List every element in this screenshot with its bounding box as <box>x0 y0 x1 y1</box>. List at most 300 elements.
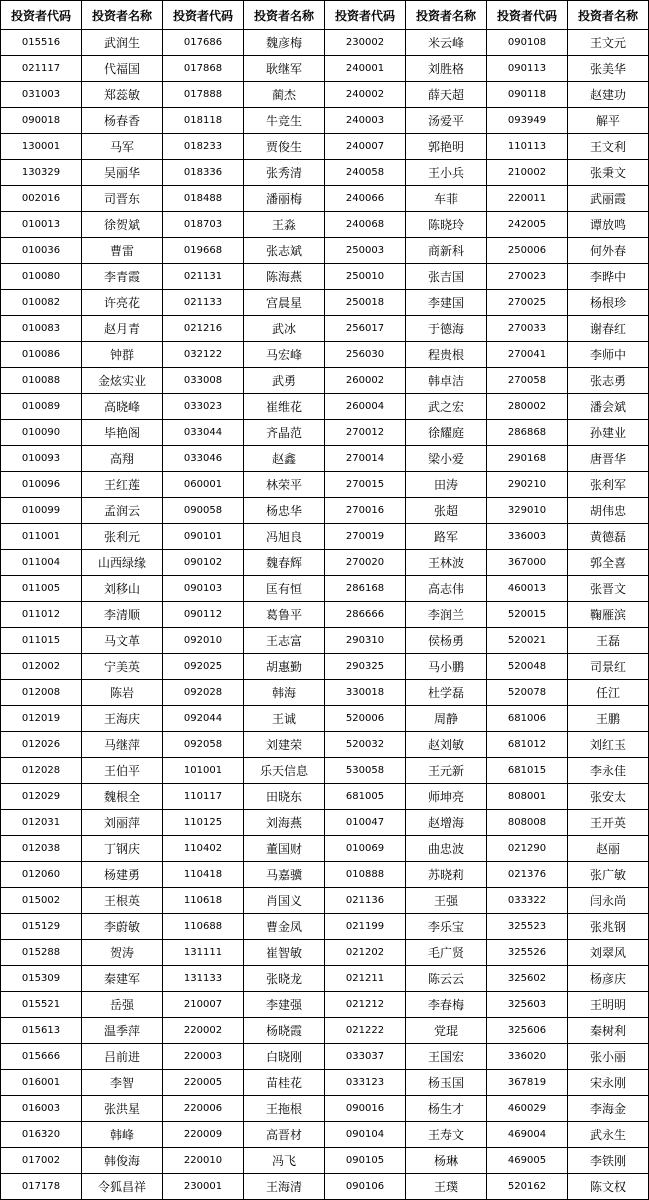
investor-name-cell: 魏彦梅 <box>244 30 325 56</box>
investor-name-cell: 刘移山 <box>82 576 163 602</box>
investor-code-cell: 090016 <box>325 1096 406 1122</box>
investor-code-cell: 260002 <box>325 368 406 394</box>
investor-code-cell: 090113 <box>487 56 568 82</box>
investor-code-cell: 092044 <box>163 706 244 732</box>
investor-name-cell: 岳强 <box>82 992 163 1018</box>
investor-code-cell: 033037 <box>325 1044 406 1070</box>
investor-name-cell: 李清顺 <box>82 602 163 628</box>
investor-code-cell: 011005 <box>1 576 82 602</box>
investor-name-cell: 杨生才 <box>406 1096 487 1122</box>
investor-name-cell: 鞠雁滨 <box>568 602 649 628</box>
investor-code-cell: 017002 <box>1 1148 82 1174</box>
table-row <box>1 290 649 316</box>
investor-name-cell: 苗桂花 <box>244 1070 325 1096</box>
investor-code-cell: 011015 <box>1 628 82 654</box>
investor-code-cell: 012060 <box>1 862 82 888</box>
investor-code-cell: 021211 <box>325 966 406 992</box>
investor-name-cell: 曹雷 <box>82 238 163 264</box>
investor-name-cell: 王鹏 <box>568 706 649 732</box>
investor-code-cell: 240068 <box>325 212 406 238</box>
investor-code-cell: 033123 <box>325 1070 406 1096</box>
investor-code-cell: 011012 <box>1 602 82 628</box>
investor-code-cell: 031003 <box>1 82 82 108</box>
investor-code-cell: 010888 <box>325 862 406 888</box>
investor-name-cell: 赵增海 <box>406 810 487 836</box>
investor-name-cell: 李春梅 <box>406 992 487 1018</box>
investor-name-cell: 于德海 <box>406 316 487 342</box>
investor-name-cell: 程贵根 <box>406 342 487 368</box>
investor-code-cell: 033008 <box>163 368 244 394</box>
investor-name-cell: 武冰 <box>244 316 325 342</box>
investor-code-cell: 012002 <box>1 654 82 680</box>
investor-code-cell: 012029 <box>1 784 82 810</box>
investor-code-cell: 090018 <box>1 108 82 134</box>
investor-name-cell: 黄德磊 <box>568 524 649 550</box>
table-row <box>1 992 649 1018</box>
table-row <box>1 160 649 186</box>
investor-code-cell: 290168 <box>487 446 568 472</box>
table-row <box>1 342 649 368</box>
investor-code-cell: 681015 <box>487 758 568 784</box>
investor-name-cell: 冯旭良 <box>244 524 325 550</box>
investor-name-cell: 李乐宝 <box>406 914 487 940</box>
investor-name-cell: 马宏峰 <box>244 342 325 368</box>
investor-code-cell: 240007 <box>325 134 406 160</box>
investor-code-cell: 012019 <box>1 706 82 732</box>
investor-name-cell: 韩卓洁 <box>406 368 487 394</box>
table-row <box>1 914 649 940</box>
investor-code-cell: 325523 <box>487 914 568 940</box>
table-row <box>1 732 649 758</box>
investor-code-cell: 010069 <box>325 836 406 862</box>
investor-name-cell: 武永生 <box>568 1122 649 1148</box>
table-row <box>1 836 649 862</box>
investor-code-cell: 530058 <box>325 758 406 784</box>
investor-code-cell: 469004 <box>487 1122 568 1148</box>
investor-code-cell: 520078 <box>487 680 568 706</box>
investor-code-cell: 520006 <box>325 706 406 732</box>
investor-code-cell: 367819 <box>487 1070 568 1096</box>
investor-code-cell: 242005 <box>487 212 568 238</box>
investor-code-cell: 092028 <box>163 680 244 706</box>
investor-name-cell: 马嘉骥 <box>244 862 325 888</box>
investor-name-cell: 赵刘敏 <box>406 732 487 758</box>
investor-name-cell: 高翔 <box>82 446 163 472</box>
investor-code-cell: 240003 <box>325 108 406 134</box>
investor-code-cell: 110688 <box>163 914 244 940</box>
investor-name-cell: 杨玉国 <box>406 1070 487 1096</box>
investor-code-cell: 240002 <box>325 82 406 108</box>
table-row <box>1 108 649 134</box>
investor-code-cell: 520162 <box>487 1174 568 1200</box>
investor-name-cell: 潘会斌 <box>568 394 649 420</box>
investor-name-cell: 刘丽萍 <box>82 810 163 836</box>
table-row <box>1 1096 649 1122</box>
investor-code-cell: 010096 <box>1 472 82 498</box>
investor-code-cell: 092058 <box>163 732 244 758</box>
investor-name-cell: 刘翠风 <box>568 940 649 966</box>
investor-code-cell: 015129 <box>1 914 82 940</box>
investor-name-cell: 王根英 <box>82 888 163 914</box>
investor-code-cell: 270058 <box>487 368 568 394</box>
investor-name-cell: 武丽霞 <box>568 186 649 212</box>
table-row <box>1 212 649 238</box>
investor-name-cell: 钟群 <box>82 342 163 368</box>
investor-code-cell: 290325 <box>325 654 406 680</box>
investor-code-cell: 520048 <box>487 654 568 680</box>
investor-name-cell: 郭艳明 <box>406 134 487 160</box>
header-row <box>1 1 649 30</box>
investor-name-cell: 李蔚敏 <box>82 914 163 940</box>
investor-code-cell: 090058 <box>163 498 244 524</box>
investor-name-cell: 谭放鸣 <box>568 212 649 238</box>
investor-code-cell: 010082 <box>1 290 82 316</box>
investor-name-cell: 王拖根 <box>244 1096 325 1122</box>
investor-code-cell: 460029 <box>487 1096 568 1122</box>
investor-code-cell: 110113 <box>487 134 568 160</box>
investor-name-cell: 宫晨星 <box>244 290 325 316</box>
investor-code-cell: 325606 <box>487 1018 568 1044</box>
investor-name-cell: 王文元 <box>568 30 649 56</box>
investor-code-cell: 329010 <box>487 498 568 524</box>
investor-code-cell: 090103 <box>163 576 244 602</box>
investor-code-cell: 012028 <box>1 758 82 784</box>
investor-code-cell: 460013 <box>487 576 568 602</box>
investor-name-cell: 闫永尚 <box>568 888 649 914</box>
table-row <box>1 706 649 732</box>
table-row <box>1 186 649 212</box>
table-row <box>1 368 649 394</box>
table-row <box>1 264 649 290</box>
investor-code-cell: 130329 <box>1 160 82 186</box>
investor-name-cell: 路军 <box>406 524 487 550</box>
investor-name-cell: 武勇 <box>244 368 325 394</box>
investor-name-cell: 张晓龙 <box>244 966 325 992</box>
investor-name-cell: 王林波 <box>406 550 487 576</box>
investor-code-cell: 010089 <box>1 394 82 420</box>
investor-name-cell: 贾俊生 <box>244 134 325 160</box>
investor-code-cell: 012038 <box>1 836 82 862</box>
investor-code-cell: 250003 <box>325 238 406 264</box>
investor-code-cell: 021199 <box>325 914 406 940</box>
investor-name-cell: 许亮花 <box>82 290 163 316</box>
investor-name-cell: 王海庆 <box>82 706 163 732</box>
investor-code-cell: 032122 <box>163 342 244 368</box>
table-row <box>1 316 649 342</box>
investor-code-cell: 325602 <box>487 966 568 992</box>
investor-name-cell: 王元新 <box>406 758 487 784</box>
investor-name-cell: 田涛 <box>406 472 487 498</box>
investor-name-cell: 林荣平 <box>244 472 325 498</box>
investor-code-cell: 220003 <box>163 1044 244 1070</box>
investor-name-cell: 冯飞 <box>244 1148 325 1174</box>
investor-code-cell: 110117 <box>163 784 244 810</box>
table-body <box>1 30 649 1200</box>
investor-code-cell: 220011 <box>487 186 568 212</box>
investor-name-cell: 陈晓玲 <box>406 212 487 238</box>
investor-name-cell: 张安太 <box>568 784 649 810</box>
investor-name-cell: 张洪星 <box>82 1096 163 1122</box>
investor-name-cell: 王磊 <box>568 628 649 654</box>
investor-code-cell: 021133 <box>163 290 244 316</box>
investor-name-cell: 张超 <box>406 498 487 524</box>
investor-code-cell: 270019 <box>325 524 406 550</box>
investor-code-cell: 012026 <box>1 732 82 758</box>
investor-code-cell: 286868 <box>487 420 568 446</box>
investor-code-cell: 270015 <box>325 472 406 498</box>
investor-code-cell: 010088 <box>1 368 82 394</box>
investor-name-cell: 田晓东 <box>244 784 325 810</box>
investor-name-cell: 孟润云 <box>82 498 163 524</box>
investor-name-cell: 高志伟 <box>406 576 487 602</box>
investor-code-cell: 011004 <box>1 550 82 576</box>
investor-code-cell: 012008 <box>1 680 82 706</box>
investor-name-cell: 张小丽 <box>568 1044 649 1070</box>
investor-name-cell: 张兆钢 <box>568 914 649 940</box>
investor-code-cell: 090101 <box>163 524 244 550</box>
investor-code-cell: 018703 <box>163 212 244 238</box>
investor-code-cell: 090105 <box>325 1148 406 1174</box>
table-row <box>1 784 649 810</box>
table-row <box>1 1044 649 1070</box>
investor-name-cell: 杨春香 <box>82 108 163 134</box>
investor-code-cell: 520021 <box>487 628 568 654</box>
investor-code-cell: 033044 <box>163 420 244 446</box>
investor-name-cell: 李青霞 <box>82 264 163 290</box>
investor-code-cell: 010083 <box>1 316 82 342</box>
investor-name-cell: 陈岩 <box>82 680 163 706</box>
investor-code-cell: 520015 <box>487 602 568 628</box>
investor-name-cell: 胡惠勤 <box>244 654 325 680</box>
investor-code-cell: 015521 <box>1 992 82 1018</box>
investor-code-cell: 681005 <box>325 784 406 810</box>
investor-name-cell: 贺涛 <box>82 940 163 966</box>
investor-code-cell: 210002 <box>487 160 568 186</box>
investor-name-cell: 山西绿缘 <box>82 550 163 576</box>
investor-code-cell: 230002 <box>325 30 406 56</box>
investor-name-cell: 张志斌 <box>244 238 325 264</box>
investor-name-cell: 解平 <box>568 108 649 134</box>
investor-code-cell: 290210 <box>487 472 568 498</box>
investor-name-cell: 高晋材 <box>244 1122 325 1148</box>
table-row <box>1 56 649 82</box>
investor-code-cell: 220010 <box>163 1148 244 1174</box>
investor-name-cell: 张晋文 <box>568 576 649 602</box>
investor-name-cell: 高晓峰 <box>82 394 163 420</box>
investor-code-cell: 015288 <box>1 940 82 966</box>
table-row <box>1 134 649 160</box>
investor-name-cell: 李建国 <box>406 290 487 316</box>
table-row <box>1 628 649 654</box>
investor-name-cell: 马文革 <box>82 628 163 654</box>
investor-code-cell: 270014 <box>325 446 406 472</box>
investor-code-cell: 220006 <box>163 1096 244 1122</box>
investor-code-cell: 270020 <box>325 550 406 576</box>
investor-name-cell: 崔维花 <box>244 394 325 420</box>
investor-name-cell: 葛鲁平 <box>244 602 325 628</box>
investor-name-cell: 王开英 <box>568 810 649 836</box>
investor-code-cell: 033023 <box>163 394 244 420</box>
investor-code-cell: 021376 <box>487 862 568 888</box>
table-row <box>1 446 649 472</box>
investor-name-cell: 杨彦庆 <box>568 966 649 992</box>
investor-code-cell: 131133 <box>163 966 244 992</box>
table-row <box>1 862 649 888</box>
investor-code-cell: 019668 <box>163 238 244 264</box>
investor-name-cell: 崔智敏 <box>244 940 325 966</box>
investor-code-cell: 240001 <box>325 56 406 82</box>
investor-name-cell: 苏晓莉 <box>406 862 487 888</box>
table-row <box>1 810 649 836</box>
investor-name-cell: 魏根全 <box>82 784 163 810</box>
investor-name-cell: 李师中 <box>568 342 649 368</box>
investor-code-cell: 090108 <box>487 30 568 56</box>
investor-code-cell: 010080 <box>1 264 82 290</box>
investor-code-cell: 090118 <box>487 82 568 108</box>
investor-code-cell: 286168 <box>325 576 406 602</box>
investor-code-cell: 336003 <box>487 524 568 550</box>
investor-code-cell: 015516 <box>1 30 82 56</box>
investor-name-cell: 赵丽 <box>568 836 649 862</box>
investor-code-cell: 681006 <box>487 706 568 732</box>
investor-code-cell: 018488 <box>163 186 244 212</box>
investor-name-cell: 秦树利 <box>568 1018 649 1044</box>
investor-name-cell: 王诚 <box>244 706 325 732</box>
investor-name-cell: 张利军 <box>568 472 649 498</box>
investor-code-cell: 808008 <box>487 810 568 836</box>
header-investor-name: 投资者名称 <box>406 1 487 30</box>
investor-code-cell: 012031 <box>1 810 82 836</box>
investor-name-cell: 武润生 <box>82 30 163 56</box>
investor-name-cell: 王璞 <box>406 1174 487 1200</box>
investor-name-cell: 杨建勇 <box>82 862 163 888</box>
investor-code-cell: 018336 <box>163 160 244 186</box>
investor-code-cell: 010047 <box>325 810 406 836</box>
investor-name-cell: 张广敏 <box>568 862 649 888</box>
investor-code-cell: 110618 <box>163 888 244 914</box>
header-investor-code: 投资者代码 <box>325 1 406 30</box>
investor-name-cell: 汤爱平 <box>406 108 487 134</box>
investor-name-cell: 徐耀庭 <box>406 420 487 446</box>
investor-code-cell: 017868 <box>163 56 244 82</box>
investor-code-cell: 131111 <box>163 940 244 966</box>
investor-code-cell: 021216 <box>163 316 244 342</box>
investor-code-cell: 240066 <box>325 186 406 212</box>
investor-name-cell: 谢春红 <box>568 316 649 342</box>
investor-code-cell: 520032 <box>325 732 406 758</box>
investor-name-cell: 侯杨勇 <box>406 628 487 654</box>
investor-name-cell: 刘建荣 <box>244 732 325 758</box>
table-row <box>1 524 649 550</box>
investor-name-cell: 白晓刚 <box>244 1044 325 1070</box>
investor-name-cell: 马小鹏 <box>406 654 487 680</box>
table-row <box>1 758 649 784</box>
investor-code-cell: 130001 <box>1 134 82 160</box>
investor-code-cell: 240058 <box>325 160 406 186</box>
investor-code-cell: 033322 <box>487 888 568 914</box>
investor-code-cell: 101001 <box>163 758 244 784</box>
investor-code-cell: 016003 <box>1 1096 82 1122</box>
investor-code-cell: 021117 <box>1 56 82 82</box>
investor-name-cell: 唐晋华 <box>568 446 649 472</box>
investor-name-cell: 牛竞生 <box>244 108 325 134</box>
investor-name-cell: 令狐昌祥 <box>82 1174 163 1200</box>
investor-code-cell: 280002 <box>487 394 568 420</box>
investor-code-cell: 015002 <box>1 888 82 914</box>
investor-code-cell: 220005 <box>163 1070 244 1096</box>
table-row <box>1 1122 649 1148</box>
investor-code-cell: 256030 <box>325 342 406 368</box>
investor-name-cell: 孙建业 <box>568 420 649 446</box>
investor-code-cell: 220002 <box>163 1018 244 1044</box>
investor-name-cell: 张志勇 <box>568 368 649 394</box>
investor-code-cell: 093949 <box>487 108 568 134</box>
investor-code-cell: 250018 <box>325 290 406 316</box>
table-header <box>1 1 649 30</box>
investor-code-cell: 256017 <box>325 316 406 342</box>
investor-name-cell: 曹金凤 <box>244 914 325 940</box>
investor-name-cell: 曲忠波 <box>406 836 487 862</box>
investor-name-cell: 温季萍 <box>82 1018 163 1044</box>
investor-name-cell: 张利元 <box>82 524 163 550</box>
investor-name-cell: 李晔中 <box>568 264 649 290</box>
investor-code-cell: 290310 <box>325 628 406 654</box>
investor-name-cell: 毕艳阁 <box>82 420 163 446</box>
investor-code-cell: 250010 <box>325 264 406 290</box>
investor-code-cell: 110125 <box>163 810 244 836</box>
investor-code-cell: 021290 <box>487 836 568 862</box>
investor-code-cell: 092010 <box>163 628 244 654</box>
investor-name-cell: 王海清 <box>244 1174 325 1200</box>
table-row <box>1 680 649 706</box>
investor-name-cell: 徐贺斌 <box>82 212 163 238</box>
investor-code-cell: 016001 <box>1 1070 82 1096</box>
investor-name-cell: 董国财 <box>244 836 325 862</box>
investor-code-cell: 260004 <box>325 394 406 420</box>
investor-code-cell: 017178 <box>1 1174 82 1200</box>
investor-name-cell: 张秀清 <box>244 160 325 186</box>
table-row <box>1 1148 649 1174</box>
investor-code-cell: 010093 <box>1 446 82 472</box>
table-row <box>1 940 649 966</box>
investor-code-cell: 060001 <box>163 472 244 498</box>
investor-code-cell: 021222 <box>325 1018 406 1044</box>
investor-code-cell: 010013 <box>1 212 82 238</box>
investor-code-cell: 220009 <box>163 1122 244 1148</box>
investor-code-cell: 325526 <box>487 940 568 966</box>
investor-name-cell: 肖国义 <box>244 888 325 914</box>
investor-code-cell: 286666 <box>325 602 406 628</box>
investor-name-cell: 周静 <box>406 706 487 732</box>
investor-code-cell: 033046 <box>163 446 244 472</box>
investor-name-cell: 刘胜格 <box>406 56 487 82</box>
investor-code-cell: 018233 <box>163 134 244 160</box>
header-investor-code: 投资者代码 <box>1 1 82 30</box>
investor-code-cell: 015309 <box>1 966 82 992</box>
investor-code-cell: 270041 <box>487 342 568 368</box>
investor-name-cell: 刘红玉 <box>568 732 649 758</box>
investor-code-cell: 010090 <box>1 420 82 446</box>
investor-name-cell: 王国宏 <box>406 1044 487 1070</box>
investor-code-cell: 015613 <box>1 1018 82 1044</box>
table-row <box>1 420 649 446</box>
investor-name-cell: 张吉国 <box>406 264 487 290</box>
investor-code-cell: 017888 <box>163 82 244 108</box>
investor-name-cell: 郑蕊敏 <box>82 82 163 108</box>
investor-code-cell: 808001 <box>487 784 568 810</box>
investor-name-cell: 商新科 <box>406 238 487 264</box>
header-investor-code: 投资者代码 <box>163 1 244 30</box>
